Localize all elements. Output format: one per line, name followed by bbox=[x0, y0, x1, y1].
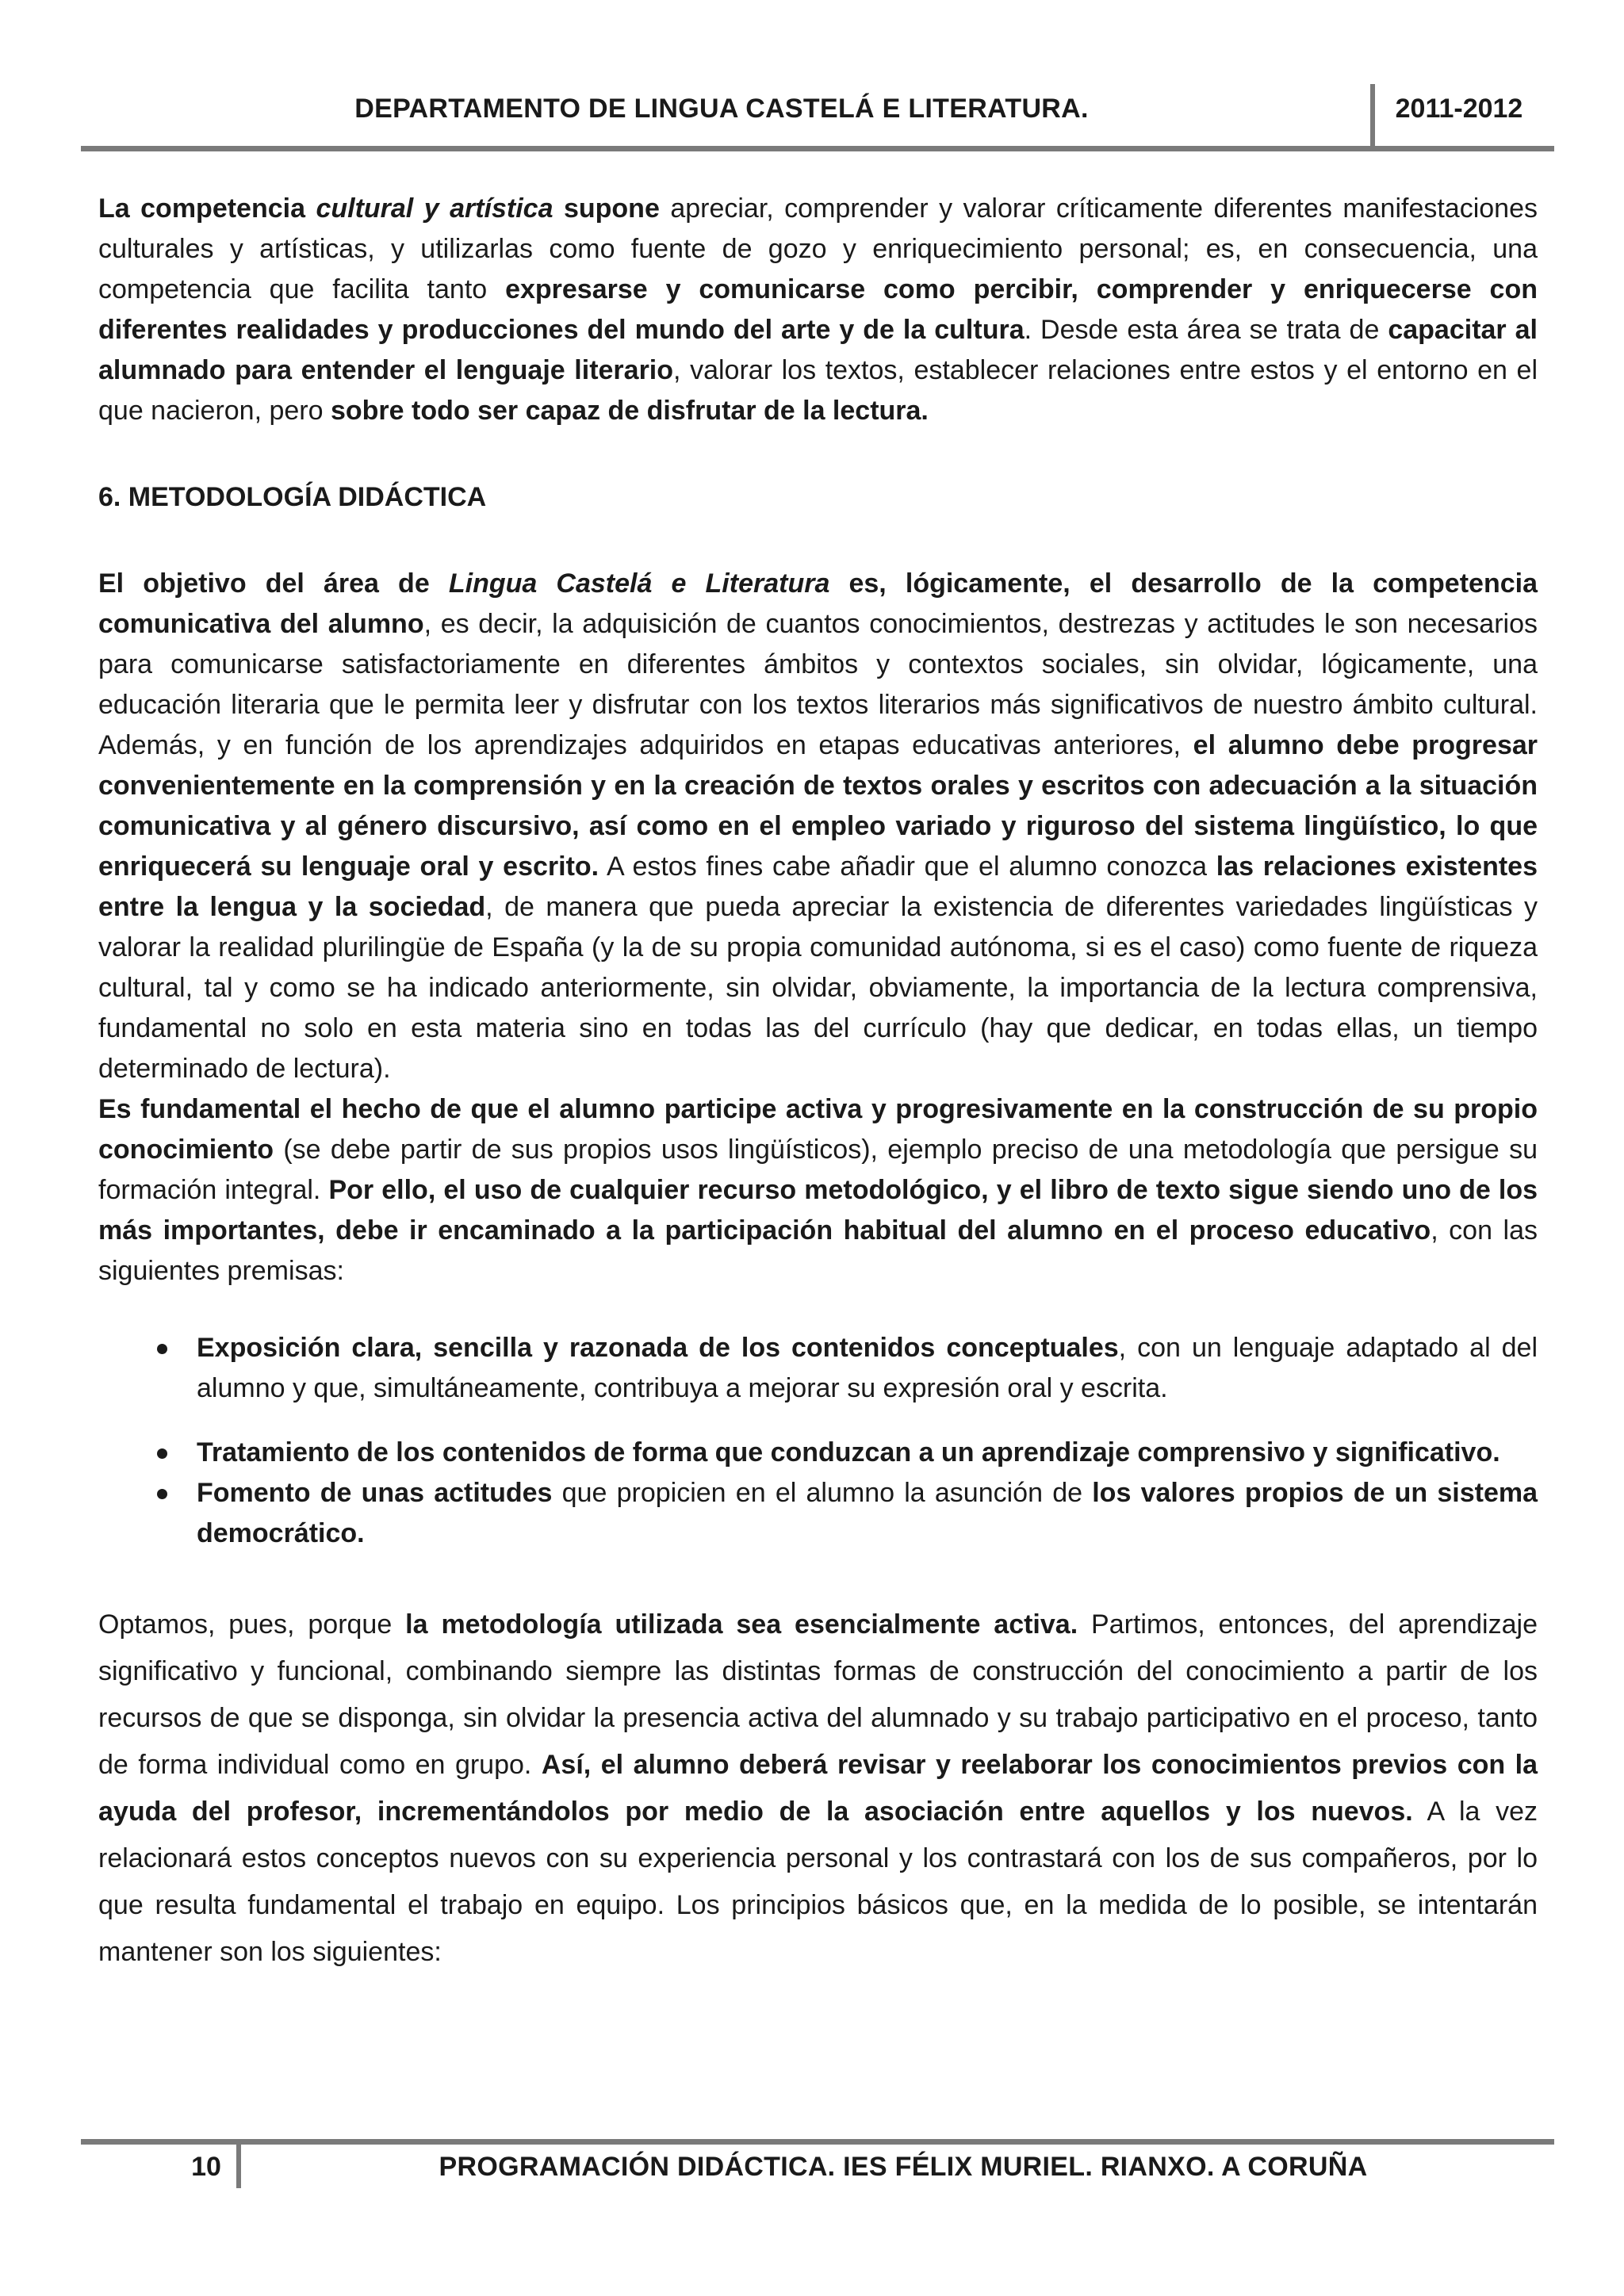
text-span: , es decir, la adquisición de cuantos conocimientos, destrezas y actitudes le son necesarios para comunicarse satisfactoriamente en diferentes ámbitos y contextos sociales, sin olvidar, lógicamente, una educación literaria que le permita leer y disfrutar con los textos literarios más significativos de nuestro ámbito cultural. Además, y en función de los aprendizajes adquiridos en etapas educativas anteriores, bbox=[98, 609, 1538, 760]
footer-title: PROGRAMACIÓN DIDÁCTICA. IES FÉLIX MURIEL. RIANXO. A CORUÑA bbox=[439, 2152, 1368, 2182]
text-span: que propicien en el alumno la asunción de bbox=[552, 1478, 1093, 1508]
text-span: Así, el alumno deberá revisar y reelaborar los conocimientos previos con la ayuda del profesor, incrementándolos por medio de la asociación entre aquellos y los nuevos. bbox=[98, 1750, 1538, 1827]
text-span: supone bbox=[553, 193, 660, 224]
text-span: capacitar al alumnado para entender el lenguaje literario bbox=[98, 315, 1538, 385]
text-span: Partimos, entonces, del aprendizaje significativo y funcional, combinando siempre las distintas formas de construcción del conocimiento a partir de los recursos de que se disponga, sin olvidar la presencia activa del alumnado y su trabajo participativo en el proceso, tanto de forma individual como en grupo. bbox=[98, 1609, 1538, 1780]
text-span: A estos fines cabe añadir que el alumno conozca bbox=[599, 851, 1216, 882]
header-year: 2011-2012 bbox=[1395, 94, 1523, 124]
text-span: el alumno debe progresar convenientemente en la comprensión y en la creación de textos orales y escritos con adecuación a la situación comunicativa y al género discursivo, así como en el empleo variado y riguroso del sistema lingüístico, lo que enriquecerá su lenguaje oral y escrito. bbox=[98, 730, 1538, 882]
header-title: DEPARTAMENTO DE LINGUA CASTELÁ E LITERATURA. bbox=[354, 94, 1089, 124]
text-span: expresarse y comunicarse como percibir, comprender y enriquecerse con diferentes realidades y producciones del mundo del arte y de la cultura bbox=[98, 274, 1538, 345]
paragraph-participation bbox=[98, 1089, 1538, 1292]
bullet-icon bbox=[157, 1489, 167, 1499]
text-span: cultural y artística bbox=[316, 193, 553, 224]
text-span: es, lógicamente, el desarrollo de la competencia comunicativa del alumno bbox=[98, 568, 1538, 639]
text-span: (se debe partir de sus propios usos lingüísticos), ejemplo preciso de una metodología que persigue su formación integral. bbox=[98, 1135, 1538, 1205]
text-span: , de manera que pueda apreciar la existencia de diferentes variedades lingüísticas y valorar la realidad plurilingüe de España (y la de su propia comunidad autónoma, si es el caso) como fuente de riqueza cultural, tal y como se ha indicado anteriormente, sin olvidar, obviamente, la importancia de la lectura comprensiva, fundamental no solo en esta materia sino en todas las del currículo (hay que dedicar, en todas ellas, un tiempo determinado de lectura). bbox=[98, 892, 1538, 1084]
text-span: Exposición clara, sencilla y razonada de los contenidos conceptuales bbox=[197, 1333, 1119, 1363]
list-item bbox=[98, 1328, 1538, 1409]
text-span: apreciar, comprender y valorar críticamente diferentes manifestaciones culturales y artísticas, y utilizarlas como fuente de gozo y enriquecimiento personal; es, en consecuencia, una competencia que facilita tanto bbox=[98, 193, 1538, 304]
text-span: sobre todo ser capaz de disfrutar de la lectura. bbox=[330, 396, 929, 426]
text-span: , con un lenguaje adaptado al del alumno y que, simultáneamente, contribuya a mejorar su expresión oral y escrita. bbox=[197, 1333, 1538, 1403]
header-rule bbox=[81, 146, 1554, 151]
text-span: Optamos, pues, porque bbox=[98, 1609, 406, 1640]
paragraph-cultural-competence bbox=[98, 189, 1538, 431]
text-span: la metodología utilizada sea esencialmente activa. bbox=[405, 1609, 1078, 1640]
text-span: A la vez relacionará estos conceptos nuevos con su experiencia personal y los contrastará con los de sus compañeros, por lo que resulta fundamental el trabajo en equipo. Los principios básicos que, en la medida de lo posible, se intentarán mantener son los siguientes: bbox=[98, 1797, 1538, 1967]
page-content bbox=[98, 189, 1538, 1976]
page-number: 10 bbox=[191, 2152, 221, 2182]
text-span: Fomento de unas actitudes bbox=[197, 1478, 553, 1508]
text-span: Por ello, el uso de cualquier recurso metodológico, y el libro de texto sigue siendo uno de los más importantes, debe ir encaminado a la participación habitual del alumno en el proceso educativo bbox=[98, 1175, 1538, 1246]
premises-list bbox=[98, 1328, 1538, 1554]
text-span: , con las siguientes premisas: bbox=[98, 1215, 1538, 1286]
text-span: Es fundamental el hecho de que el alumno participe activa y progresivamente en la construcción de su propio conocimiento bbox=[98, 1094, 1538, 1165]
list-item bbox=[98, 1473, 1538, 1554]
bullet-icon bbox=[157, 1448, 167, 1459]
footer-rule bbox=[81, 2139, 1554, 2145]
text-span: , valorar los textos, establecer relaciones entre estos y el entorno en el que nacieron, pero bbox=[98, 355, 1538, 426]
text-span: Lingua Castelá e Literatura bbox=[448, 568, 830, 599]
section-heading: 6. METODOLOGÍA DIDÁCTICA bbox=[98, 482, 487, 512]
text-span: . Desde esta área se trata de bbox=[1024, 315, 1388, 345]
text-span: Tratamiento de los contenidos de forma que conduzcan a un aprendizaje comprensivo y significativo. bbox=[197, 1437, 1500, 1468]
text-span: El objetivo del área de bbox=[98, 568, 449, 599]
text-span: los valores propios de un sistema democrático. bbox=[197, 1478, 1538, 1548]
paragraph-objective bbox=[98, 564, 1538, 1089]
text-span: las relaciones existentes entre la lengua y la sociedad bbox=[98, 851, 1538, 922]
paragraph-methodology bbox=[98, 1601, 1538, 1976]
text-span: La competencia bbox=[98, 193, 316, 224]
bullet-icon bbox=[157, 1344, 167, 1354]
list-item bbox=[98, 1433, 1538, 1473]
